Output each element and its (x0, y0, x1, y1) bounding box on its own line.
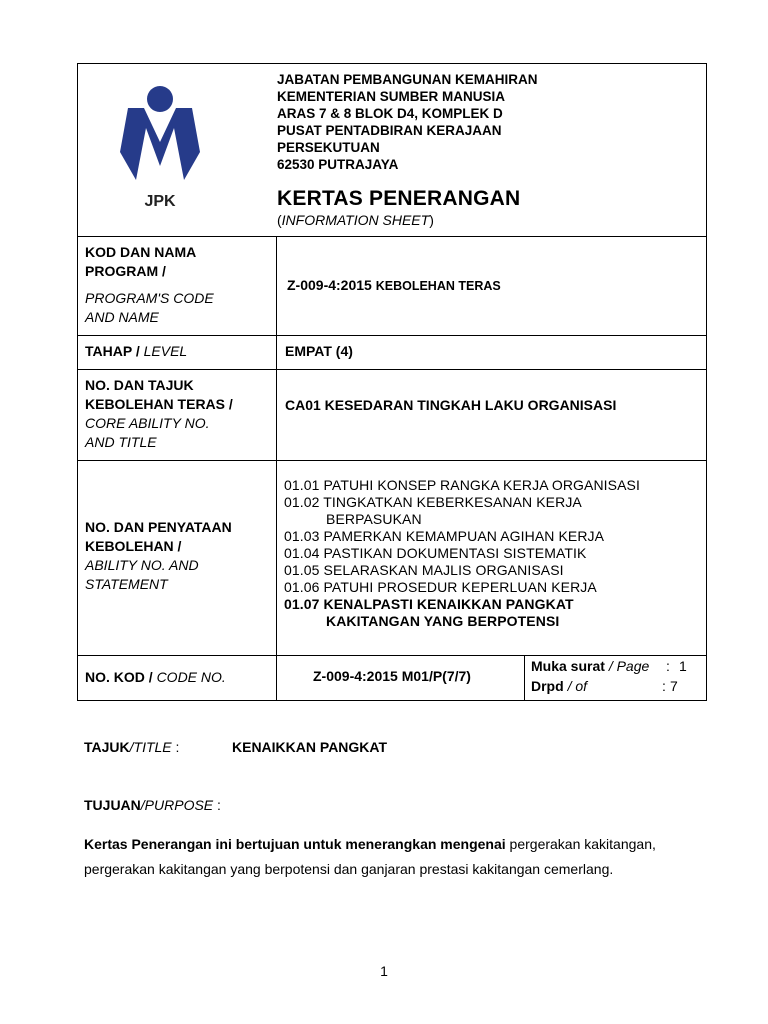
address-line: 62530 PUTRAJAYA (277, 157, 399, 172)
logo-head-shape (147, 86, 173, 112)
ability-item: KAKITANGAN YANG BERPOTENSI (326, 613, 560, 629)
address-line: ARAS 7 & 8 BLOK D4, KOMPLEK D (277, 106, 503, 121)
ability-statement-label: NO. DAN PENYATAAN KEBOLEHAN / ABILITY NO. AND STATEMENT (85, 519, 232, 592)
address-line: PUSAT PENTADBIRAN KERAJAAN (277, 123, 502, 138)
column-divider (276, 236, 277, 701)
ability-item: 01.03 PAMERKAN KEMAMPUAN AGIHAN KERJA (284, 528, 605, 544)
purpose-paragraph: Kertas Penerangan ini bertujuan untuk menerangkan mengenai pergerakan kakitangan, pergerakan kakitangan yang berpotensi dan ganjaran prestasi kakitangan cemerlang. (84, 836, 656, 877)
tujuan-label: TUJUAN/PURPOSE : (84, 797, 221, 813)
department-address (277, 71, 538, 173)
page-indicator-value: 1 (679, 658, 687, 674)
page-total-indicator: Drpd / of (531, 678, 588, 694)
logo-body-shape (120, 108, 200, 180)
address-line: KEMENTERIAN SUMBER MANUSIA (277, 89, 506, 104)
level-value: EMPAT (4) (285, 343, 353, 359)
ability-item: BERPASUKAN (326, 511, 422, 527)
address-line: JABATAN PEMBANGUNAN KEMAHIRAN (277, 72, 538, 87)
level-label: TAHAP / LEVEL (85, 343, 188, 359)
ability-item: 01.07 KENALPASTI KENAIKKAN PANGKAT (284, 596, 574, 612)
row-divider (77, 369, 707, 370)
core-ability-value: CA01 KESEDARAN TINGKAH LAKU ORGANISASI (285, 397, 617, 413)
code-no-label: NO. KOD / CODE NO. (85, 669, 226, 685)
page-total-value: 7 (670, 678, 678, 694)
row-divider (77, 460, 707, 461)
logo-text: JPK (144, 193, 176, 210)
ability-item: 01.01 PATUHI KONSEP RANGKA KERJA ORGANISASI (284, 477, 640, 493)
ability-item: 01.02 TINGKATKAN KEBERKESANAN KERJA (284, 494, 582, 510)
row-divider (77, 335, 707, 336)
program-value: Z-009-4:2015 KEBOLEHAN TERAS (287, 277, 501, 293)
document-subtitle: (INFORMATION SHEET) (277, 212, 434, 228)
ability-item: 01.05 SELARASKAN MAJLIS ORGANISASI (284, 562, 564, 578)
page-indicator: Muka surat / Page (531, 658, 650, 674)
code-no-value: Z-009-4:2015 M01/P(7/7) (313, 668, 471, 684)
jpk-logo (112, 82, 208, 210)
page-total-sep: : (662, 678, 666, 694)
tajuk-label: TAJUK/TITLE : (84, 739, 180, 755)
row-divider (77, 655, 707, 656)
page-number: 1 (380, 963, 388, 979)
page-indicator-sep: : (666, 658, 670, 674)
row-divider (77, 236, 707, 237)
column-divider (524, 655, 525, 701)
ability-statement-list (284, 477, 640, 630)
program-label: KOD DAN NAMA PROGRAM / PROGRAM'S CODE AND NAME (85, 244, 214, 325)
ability-item: 01.04 PASTIKAN DOKUMENTASI SISTEMATIK (284, 545, 587, 561)
core-ability-label: NO. DAN TAJUK KEBOLEHAN TERAS / CORE ABILITY NO. AND TITLE (85, 377, 233, 450)
tajuk-value: KENAIKKAN PANGKAT (232, 739, 388, 755)
document-title: KERTAS PENERANGAN (277, 187, 521, 210)
ability-item: 01.06 PATUHI PROSEDUR KEPERLUAN KERJA (284, 579, 597, 595)
address-line: PERSEKUTUAN (277, 140, 380, 155)
